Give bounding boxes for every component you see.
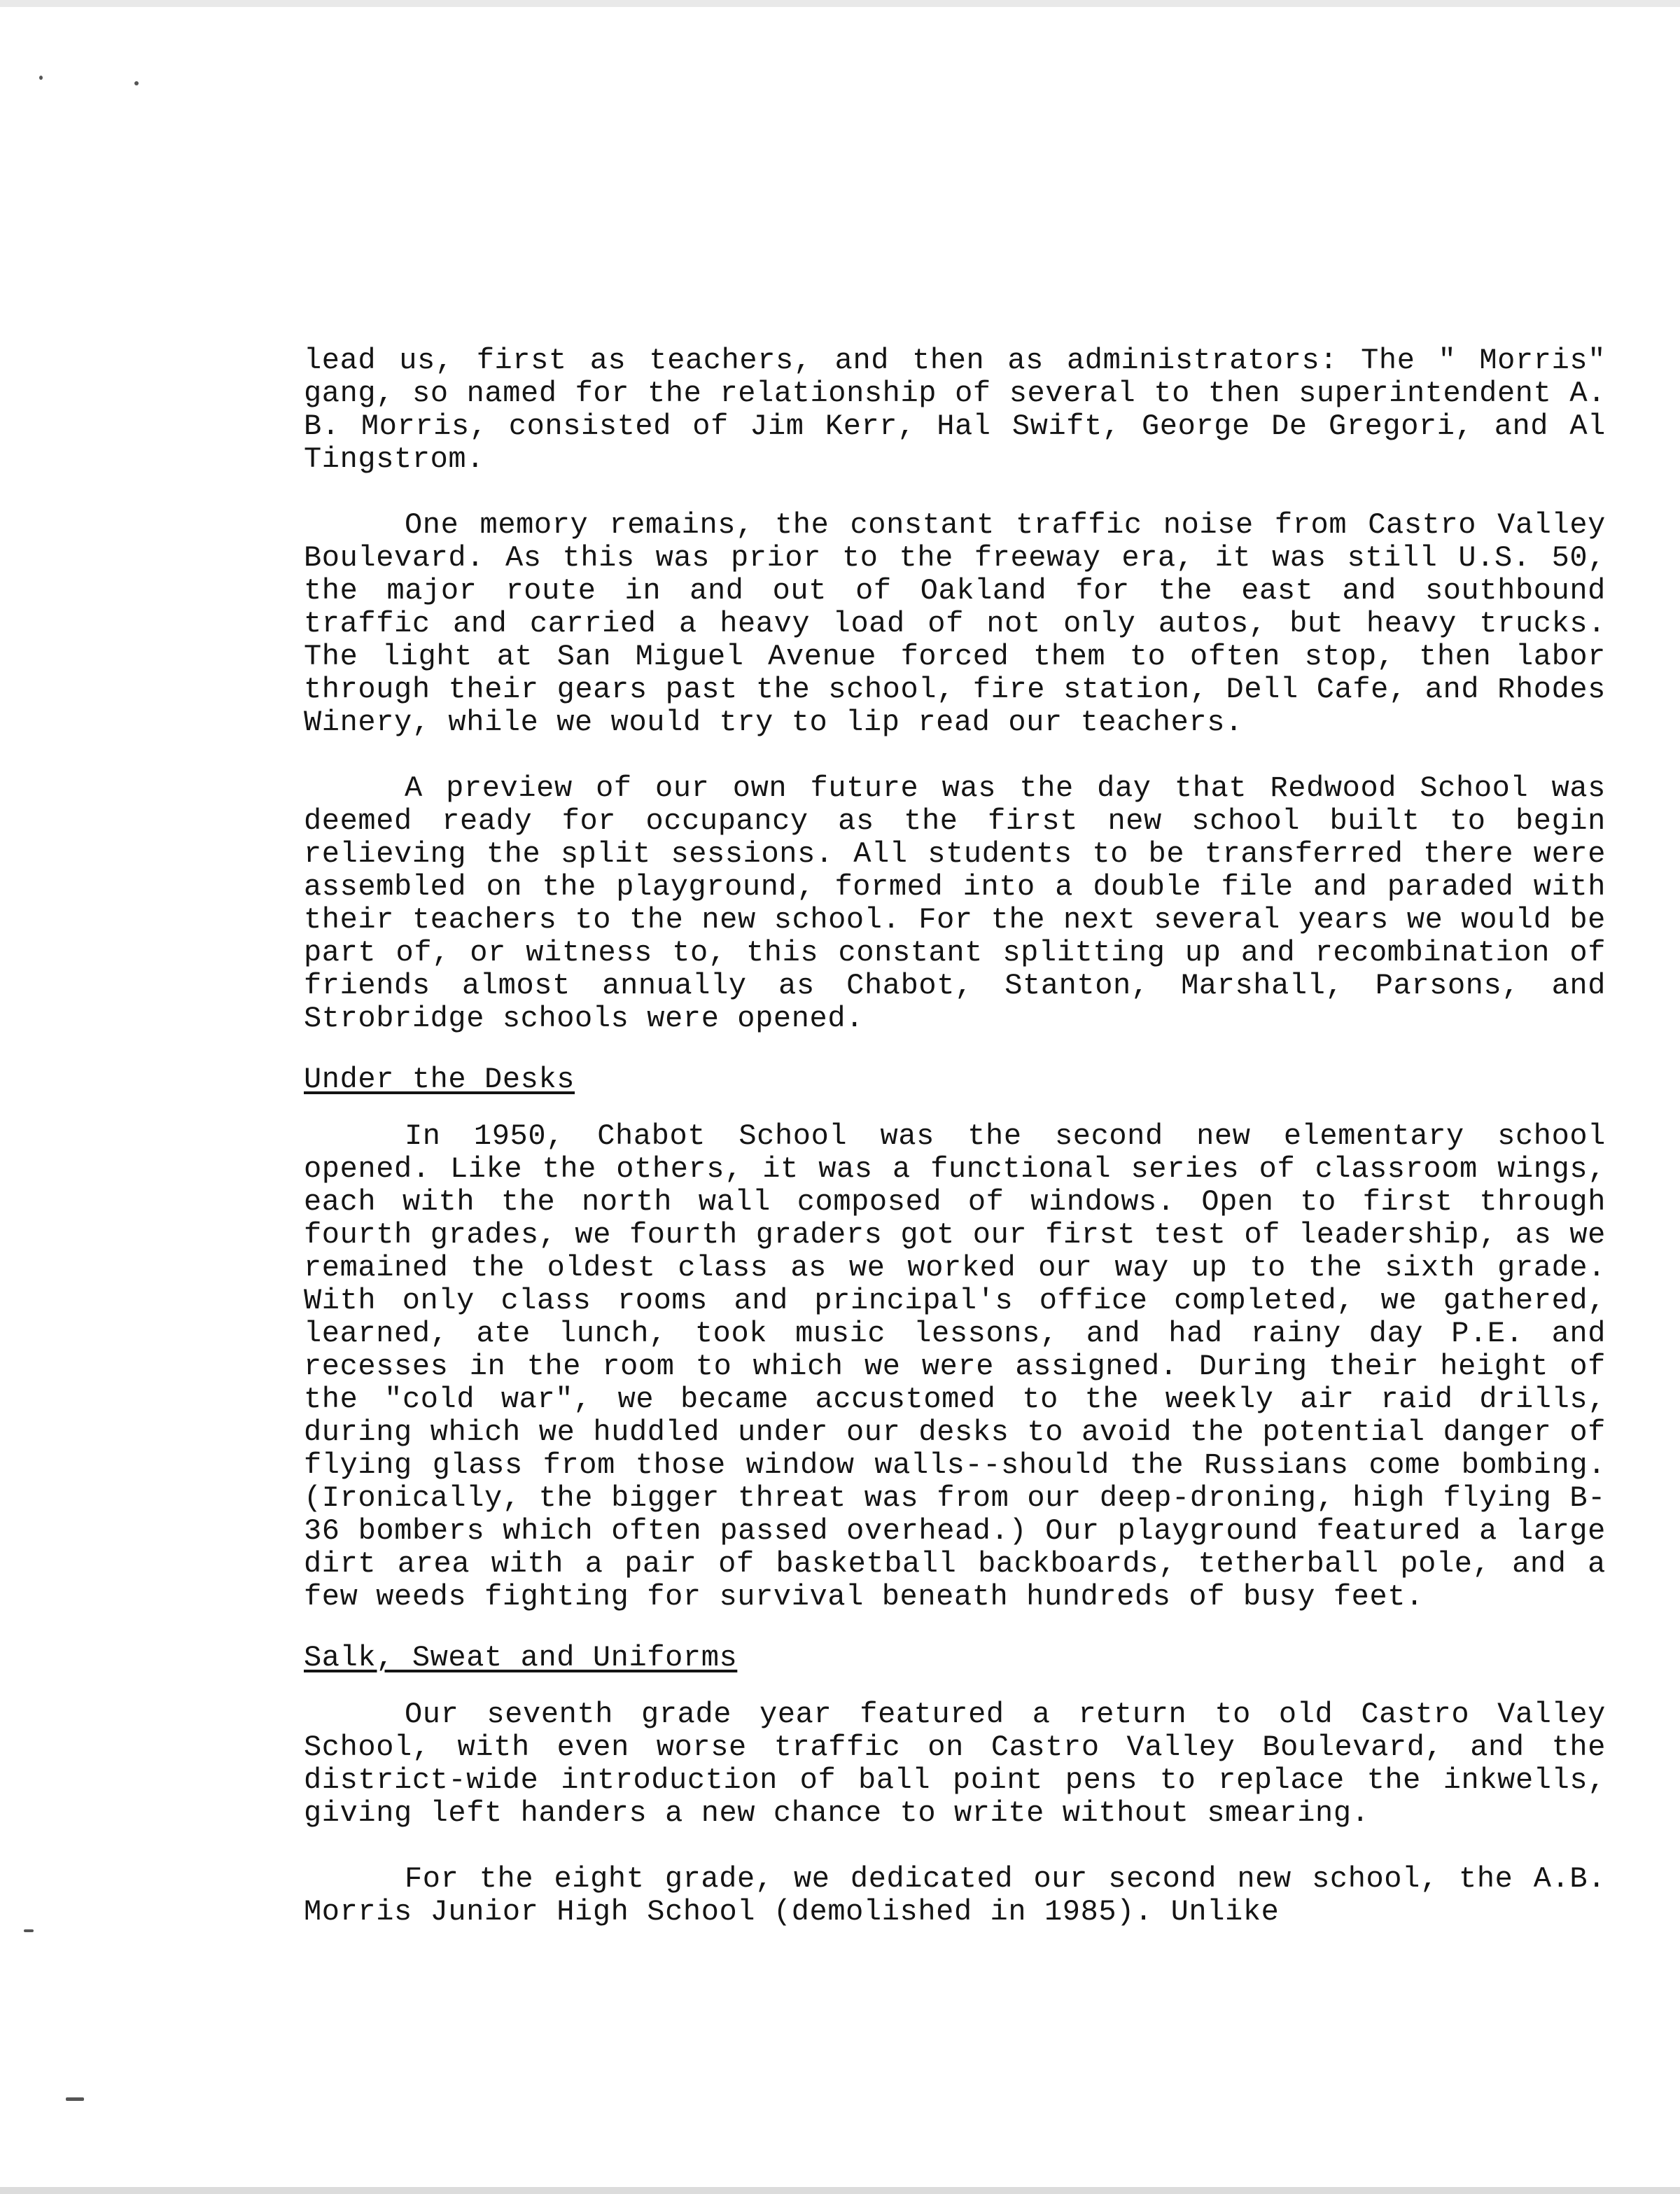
scan-bottom-edge (0, 2187, 1680, 2194)
paragraph-eighth-grade: For the eight grade, we dedicated our second new school, the A.B. Morris Junior High School (demolished in 1985). Unlike (304, 1862, 1606, 1929)
section-heading-under-the-desks: Under the Desks (304, 1063, 575, 1096)
section-heading-salk-sweat-uniforms: Salk, Sweat and Uniforms (304, 1641, 738, 1675)
scan-speck (24, 1929, 34, 1932)
scan-speck (134, 81, 139, 85)
document-body (304, 344, 1606, 1929)
paragraph-redwood-school: A preview of our own future was the day that Redwood School was deemed ready for occupancy as the first new school built to begin relieving the split sessions. All students to be transferred there were assembled on the playground, formed into a double file and paraded with their teachers to the new school. For the next several years we would be part of, or witness to, this constant splitting up and recombination of friends almost annually as Chabot, Stanton, Marshall, Parsons, and Strobridge schools were opened. (304, 771, 1606, 1035)
paragraph-intro: lead us, first as teachers, and then as administrators: The " Morris" gang, so named for the relationship of several to then superintendent A. B. Morris, consisted of Jim Kerr, Hal Swift, George De Gregori, and Al Tingstrom. (304, 344, 1606, 476)
scan-speck (66, 2097, 84, 2101)
paragraph-traffic-memory: One memory remains, the constant traffic noise from Castro Valley Boulevard. As this was prior to the freeway era, it was still U.S. 50, the major route in and out of Oakland for the east and southbound traffic and carried a heavy load of not only autos, but heavy trucks. The light at San Miguel Avenue forced them to often stop, then labor through their gears past the school, fire station, Dell Cafe, and Rhodes Winery, while we would try to lip read our teachers. (304, 508, 1606, 739)
paragraph-chabot-school: In 1950, Chabot School was the second new elementary school opened. Like the others, it was a functional series of classroom wings, each with the north wall composed of windows. Open to first through fourth grades, we fourth graders got our first test of leadership, as we remained the oldest class as we worked our way up to the sixth grade. With only class rooms and principal's office completed, we gathered, learned, ate lunch, took music lessons, and had rainy day P.E. and recesses in the room to which we were assigned. During their height of the "cold war", we became accustomed to the weekly air raid drills, during which we huddled under our desks to avoid the potential danger of flying glass from those window walls--should the Russians come bombing. (Ironically, the bigger threat was from our deep-droning, high flying B-36 bombers which often passed overhead.) Our playground featured a large dirt area with a pair of basketball backboards, tetherball pole, and a few weeds fighting for survival beneath hundreds of busy feet. (304, 1119, 1606, 1614)
scan-top-edge (0, 0, 1680, 7)
paragraph-seventh-grade: Our seventh grade year featured a return to old Castro Valley School, with even worse traffic on Castro Valley Boulevard, and the district-wide introduction of ball point pens to replace the inkwells, giving left handers a new chance to write without smearing. (304, 1698, 1606, 1830)
scan-speck (39, 76, 43, 80)
